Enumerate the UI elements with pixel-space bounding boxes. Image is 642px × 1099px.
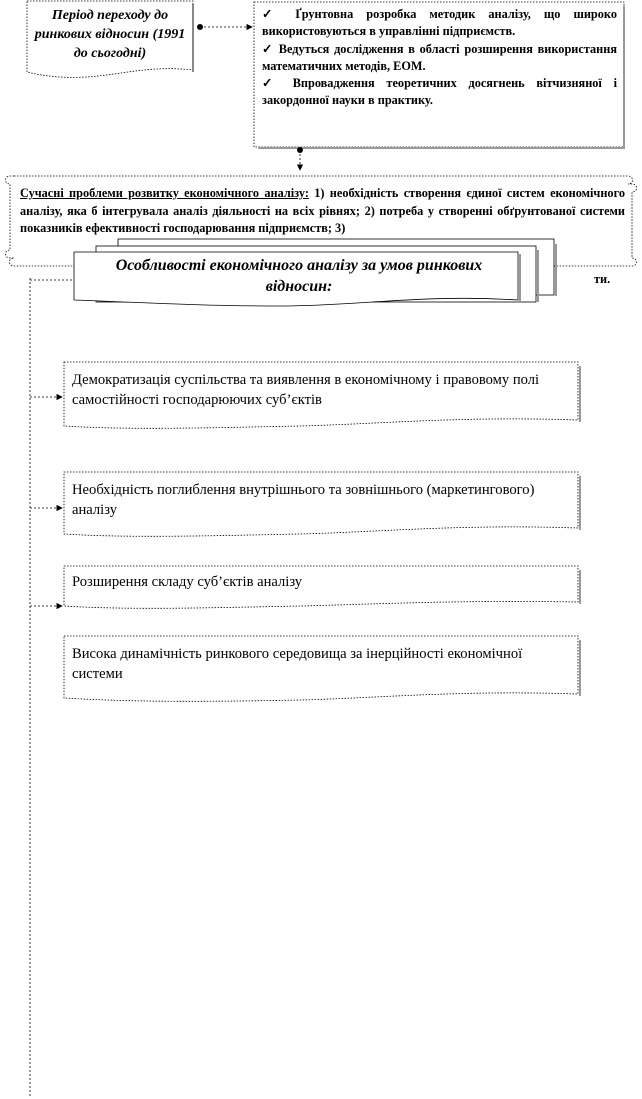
period-label: Період переходу до ринкових відносин (1991 до сьогодні)	[34, 8, 186, 61]
feature-2-text: Необхідність поглиблення внутрішнього та зовнішнього (маркетингового) аналізу	[72, 482, 535, 518]
check-icon: ✓	[262, 41, 279, 56]
problems-text	[20, 185, 625, 255]
check-icon: ✓	[262, 76, 293, 91]
connector-achievements-problems	[297, 147, 303, 170]
achievements-list	[262, 6, 617, 110]
check-icon: ✓	[262, 7, 296, 21]
achievement-item: ✓ Ведуться дослідження в області розширення використання математичних методів, ЕОМ.	[262, 41, 617, 73]
achievement-item: ✓ Ґрунтовна розробка методик аналізу, що широко використовуються в управлінні підприємств.	[262, 7, 617, 39]
feature-1-text: Демократизація суспільства та виявлення в економічному і правовому полі самостійності господарюючих суб’єктів	[72, 372, 540, 408]
problems-tail: ти.	[594, 272, 611, 286]
problems-label: Сучасні проблеми розвитку економічного аналізу:	[20, 186, 309, 200]
connector-period-achievements	[197, 24, 252, 30]
achievement-item: ✓ Впровадження теоретичних досягнень вітчизняної і закордонної науки в практику.	[262, 76, 617, 108]
feature-3-text: Розширення складу суб’єктів аналізу	[72, 574, 303, 590]
feature-4-text: Висока динамічність ринкового середовища за інерційності економічної системи	[72, 646, 523, 682]
features-title: Особливості економічного аналізу за умов ринкових відносин:	[115, 257, 483, 295]
problems-body: 1) необхідність створення єдиної систем економічного аналізу, яка б інтегрувала аналіз діяльності на всіх рівнях; 2) потреба у створенні обґрунтованої системи показників ефективності господарювання підприємств; 3)	[20, 186, 625, 235]
